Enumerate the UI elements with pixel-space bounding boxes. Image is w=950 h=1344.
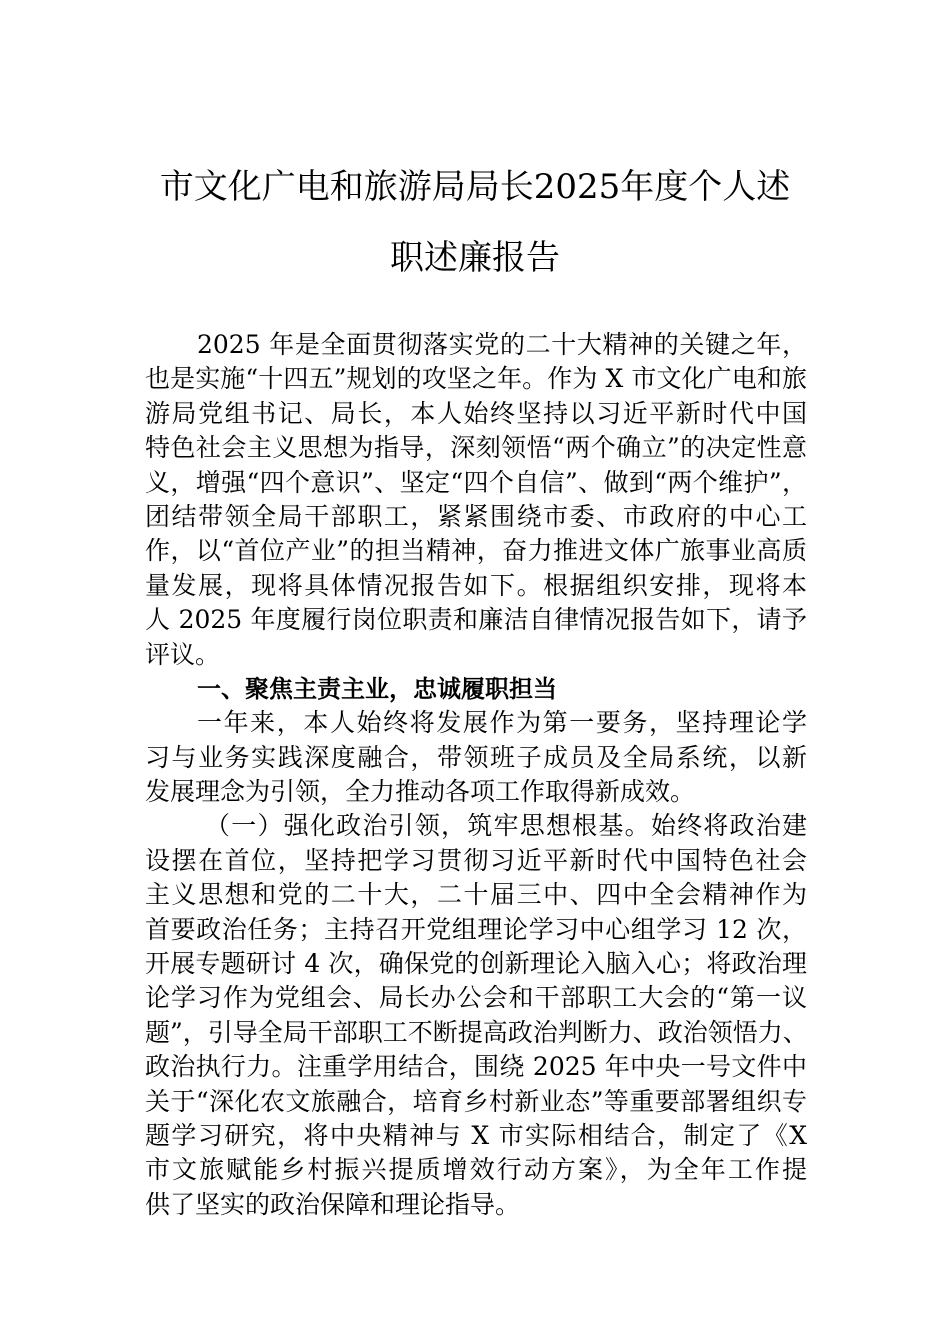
document-body	[145, 328, 807, 1222]
intro-paragraph	[145, 328, 807, 672]
text-line: 团结带领全局干部职工，紧紧围绕市委、市政府的中心工	[145, 501, 807, 531]
text-line: 政治执行力。注重学用结合，围绕 2025 年中央一号文件中	[145, 1052, 807, 1082]
text-line: 特色社会主义思想为指导，深刻领悟“两个确立”的决定性意	[145, 433, 807, 463]
text-line: 作，以“首位产业”的担当精神，奋力推进文体广旅事业高质	[145, 536, 807, 566]
text-line: 关于“深化农文旅融合，培育乡村新业态”等重要部署组织专	[145, 1086, 807, 1116]
text-line: 人 2025 年度履行岗位职责和廉洁自律情况报告如下，请予	[145, 605, 807, 635]
subsection-paragraph	[145, 809, 807, 1222]
text-line: 游局党组书记、局长，本人始终坚持以习近平新时代中国	[145, 398, 807, 428]
text-line: 主义思想和党的二十大，二十届三中、四中全会精神作为	[145, 880, 807, 910]
text-line: 开展专题研讨 4 次，确保党的创新理论入脑入心；将政治理	[145, 949, 807, 979]
text-line: 一年来，本人始终将发展作为第一要务，坚持理论学	[197, 708, 807, 738]
document-title-line-2: 职述廉报告	[390, 238, 560, 278]
text-line: 市文旅赋能乡村振兴提质增效行动方案》，为全年工作提	[145, 1155, 807, 1185]
text-line: 习与业务实践深度融合，带领班子成员及全局系统，以新	[145, 742, 807, 772]
text-line: 义，增强“四个意识”、坚定“四个自信”、做到“两个维护”，	[145, 467, 807, 497]
text-line: 发展理念为引领，全力推动各项工作取得新成效。	[145, 777, 696, 807]
text-line: （一）强化政治引领，筑牢思想根基。始终将政治建	[205, 811, 807, 841]
section-heading: 一、聚焦主责主业，忠诚履职担当	[197, 674, 557, 703]
text-line: 题”，引导全局干部职工不断提高政治判断力、政治领悟力、	[145, 1017, 808, 1047]
text-line: 供了坚实的政治保障和理论指导。	[145, 1189, 521, 1219]
text-line: 2025 年是全面贯彻落实党的二十大精神的关键之年，	[197, 330, 807, 359]
text-line: 设摆在首位，坚持把学习贯彻习近平新时代中国特色社会	[145, 845, 807, 875]
document-title-line-1: 市文化广电和旅游局局长2025年度个人述	[159, 167, 791, 207]
text-line: 也是实施“十四五”规划的攻坚之年。作为 X 市文化广电和旅	[145, 364, 807, 394]
text-line: 量发展，现将具体情况报告如下。根据组织安排，现将本	[145, 570, 807, 600]
text-line: 评议。	[145, 639, 221, 669]
text-line: 题学习研究，将中央精神与 X 市实际相结合，制定了《X	[145, 1120, 807, 1150]
section-intro-paragraph	[145, 706, 807, 809]
text-line: 首要政治任务；主持召开党组理论学习中心组学习 12 次，	[145, 914, 807, 944]
text-line: 论学习作为党组会、局长办公会和干部职工大会的“第一议	[145, 983, 807, 1013]
